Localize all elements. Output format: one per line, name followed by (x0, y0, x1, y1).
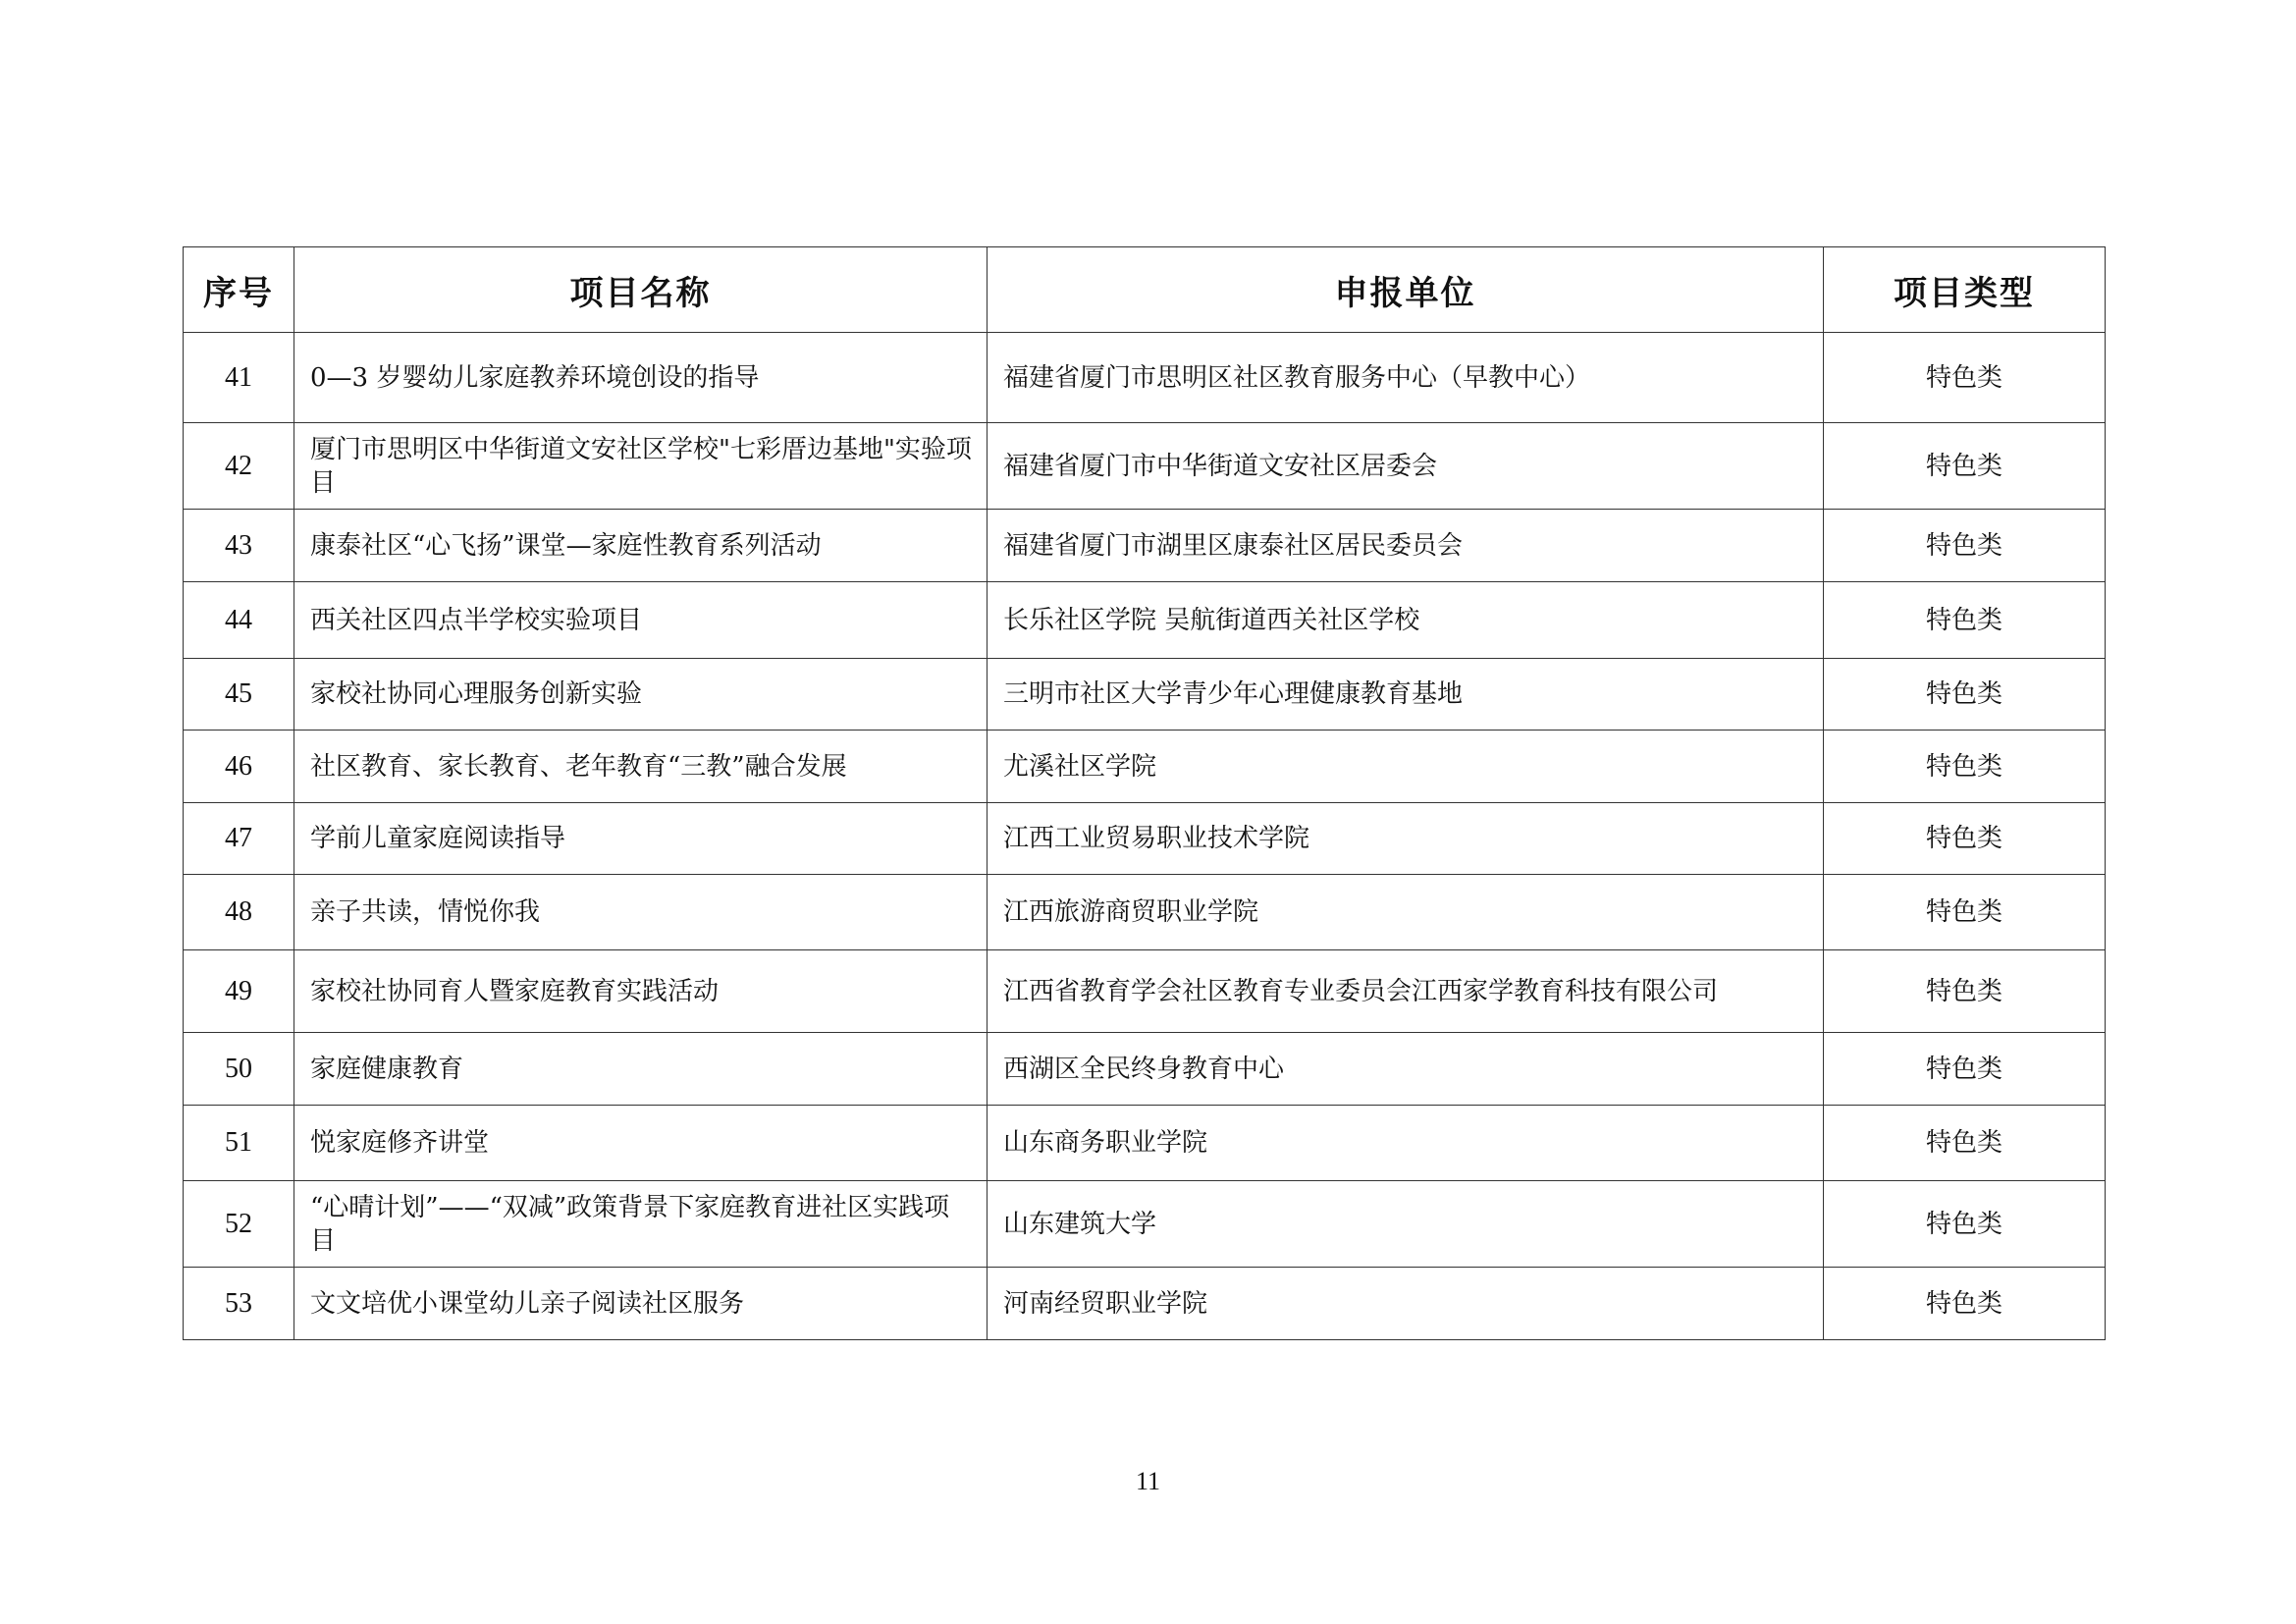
table-row (184, 423, 2106, 510)
page-number: 11 (1135, 1467, 1161, 1495)
cell-index: 48 (184, 875, 294, 950)
header-project-type: 项目类型 (1824, 247, 2106, 333)
table-row (184, 803, 2106, 875)
table-row (184, 582, 2106, 659)
cell-project-name: 悦家庭修齐讲堂 (294, 1106, 988, 1181)
cell-index: 47 (184, 803, 294, 875)
cell-applicant-unit: 尤溪社区学院 (988, 731, 1824, 803)
cell-index: 53 (184, 1268, 294, 1340)
table-row (184, 510, 2106, 582)
table-row (184, 875, 2106, 950)
cell-project-type: 特色类 (1824, 333, 2106, 423)
cell-index: 51 (184, 1106, 294, 1181)
table-row (184, 1033, 2106, 1106)
cell-project-name: 康泰社区“心飞扬”课堂—家庭性教育系列活动 (294, 510, 988, 582)
cell-project-type: 特色类 (1824, 510, 2106, 582)
cell-index: 49 (184, 950, 294, 1033)
cell-project-type: 特色类 (1824, 803, 2106, 875)
cell-project-name: 学前儿童家庭阅读指导 (294, 803, 988, 875)
cell-index: 43 (184, 510, 294, 582)
cell-project-name: “心晴计划”——“双减”政策背景下家庭教育进社区实践项目 (294, 1181, 988, 1268)
cell-applicant-unit: 山东建筑大学 (988, 1181, 1824, 1268)
table-row (184, 731, 2106, 803)
cell-index: 44 (184, 582, 294, 659)
cell-project-name: 社区教育、家长教育、老年教育“三教”融合发展 (294, 731, 988, 803)
cell-applicant-unit: 河南经贸职业学院 (988, 1268, 1824, 1340)
cell-applicant-unit: 江西工业贸易职业技术学院 (988, 803, 1824, 875)
cell-project-name: 家校社协同心理服务创新实验 (294, 659, 988, 731)
cell-index: 52 (184, 1181, 294, 1268)
cell-project-name: 亲子共读，情悦你我 (294, 875, 988, 950)
cell-applicant-unit: 山东商务职业学院 (988, 1106, 1824, 1181)
cell-applicant-unit: 福建省厦门市中华街道文安社区居委会 (988, 423, 1824, 510)
cell-project-type: 特色类 (1824, 1181, 2106, 1268)
table-header (184, 247, 2106, 333)
table-row (184, 1106, 2106, 1181)
cell-project-name: 西关社区四点半学校实验项目 (294, 582, 988, 659)
cell-index: 42 (184, 423, 294, 510)
table-row (184, 659, 2106, 731)
cell-project-name: 厦门市思明区中华街道文安社区学校"七彩厝边基地"实验项目 (294, 423, 988, 510)
cell-project-type: 特色类 (1824, 875, 2106, 950)
cell-project-type: 特色类 (1824, 1033, 2106, 1106)
table-row (184, 1268, 2106, 1340)
cell-applicant-unit: 长乐社区学院 吴航街道西关社区学校 (988, 582, 1824, 659)
table-body (184, 333, 2106, 1340)
cell-project-type: 特色类 (1824, 582, 2106, 659)
cell-applicant-unit: 三明市社区大学青少年心理健康教育基地 (988, 659, 1824, 731)
cell-applicant-unit: 江西旅游商贸职业学院 (988, 875, 1824, 950)
cell-project-name: 文文培优小课堂幼儿亲子阅读社区服务 (294, 1268, 988, 1340)
cell-index: 50 (184, 1033, 294, 1106)
table-row (184, 1181, 2106, 1268)
cell-applicant-unit: 福建省厦门市湖里区康泰社区居民委员会 (988, 510, 1824, 582)
cell-applicant-unit: 江西省教育学会社区教育专业委员会江西家学教育科技有限公司 (988, 950, 1824, 1033)
cell-index: 41 (184, 333, 294, 423)
cell-index: 46 (184, 731, 294, 803)
cell-project-name: 家校社协同育人暨家庭教育实践活动 (294, 950, 988, 1033)
cell-applicant-unit: 福建省厦门市思明区社区教育服务中心（早教中心） (988, 333, 1824, 423)
cell-project-type: 特色类 (1824, 950, 2106, 1033)
cell-project-type: 特色类 (1824, 659, 2106, 731)
cell-project-type: 特色类 (1824, 731, 2106, 803)
header-project-name: 项目名称 (294, 247, 988, 333)
header-row (184, 247, 2106, 333)
table-row (184, 333, 2106, 423)
cell-project-type: 特色类 (1824, 423, 2106, 510)
project-table (183, 246, 2106, 1340)
cell-project-type: 特色类 (1824, 1268, 2106, 1340)
cell-project-type: 特色类 (1824, 1106, 2106, 1181)
table-row (184, 950, 2106, 1033)
cell-index: 45 (184, 659, 294, 731)
header-index: 序号 (184, 247, 294, 333)
cell-applicant-unit: 西湖区全民终身教育中心 (988, 1033, 1824, 1106)
cell-project-name: 家庭健康教育 (294, 1033, 988, 1106)
cell-project-name: 0—3 岁婴幼儿家庭教养环境创设的指导 (294, 333, 988, 423)
header-applicant-unit: 申报单位 (988, 247, 1824, 333)
